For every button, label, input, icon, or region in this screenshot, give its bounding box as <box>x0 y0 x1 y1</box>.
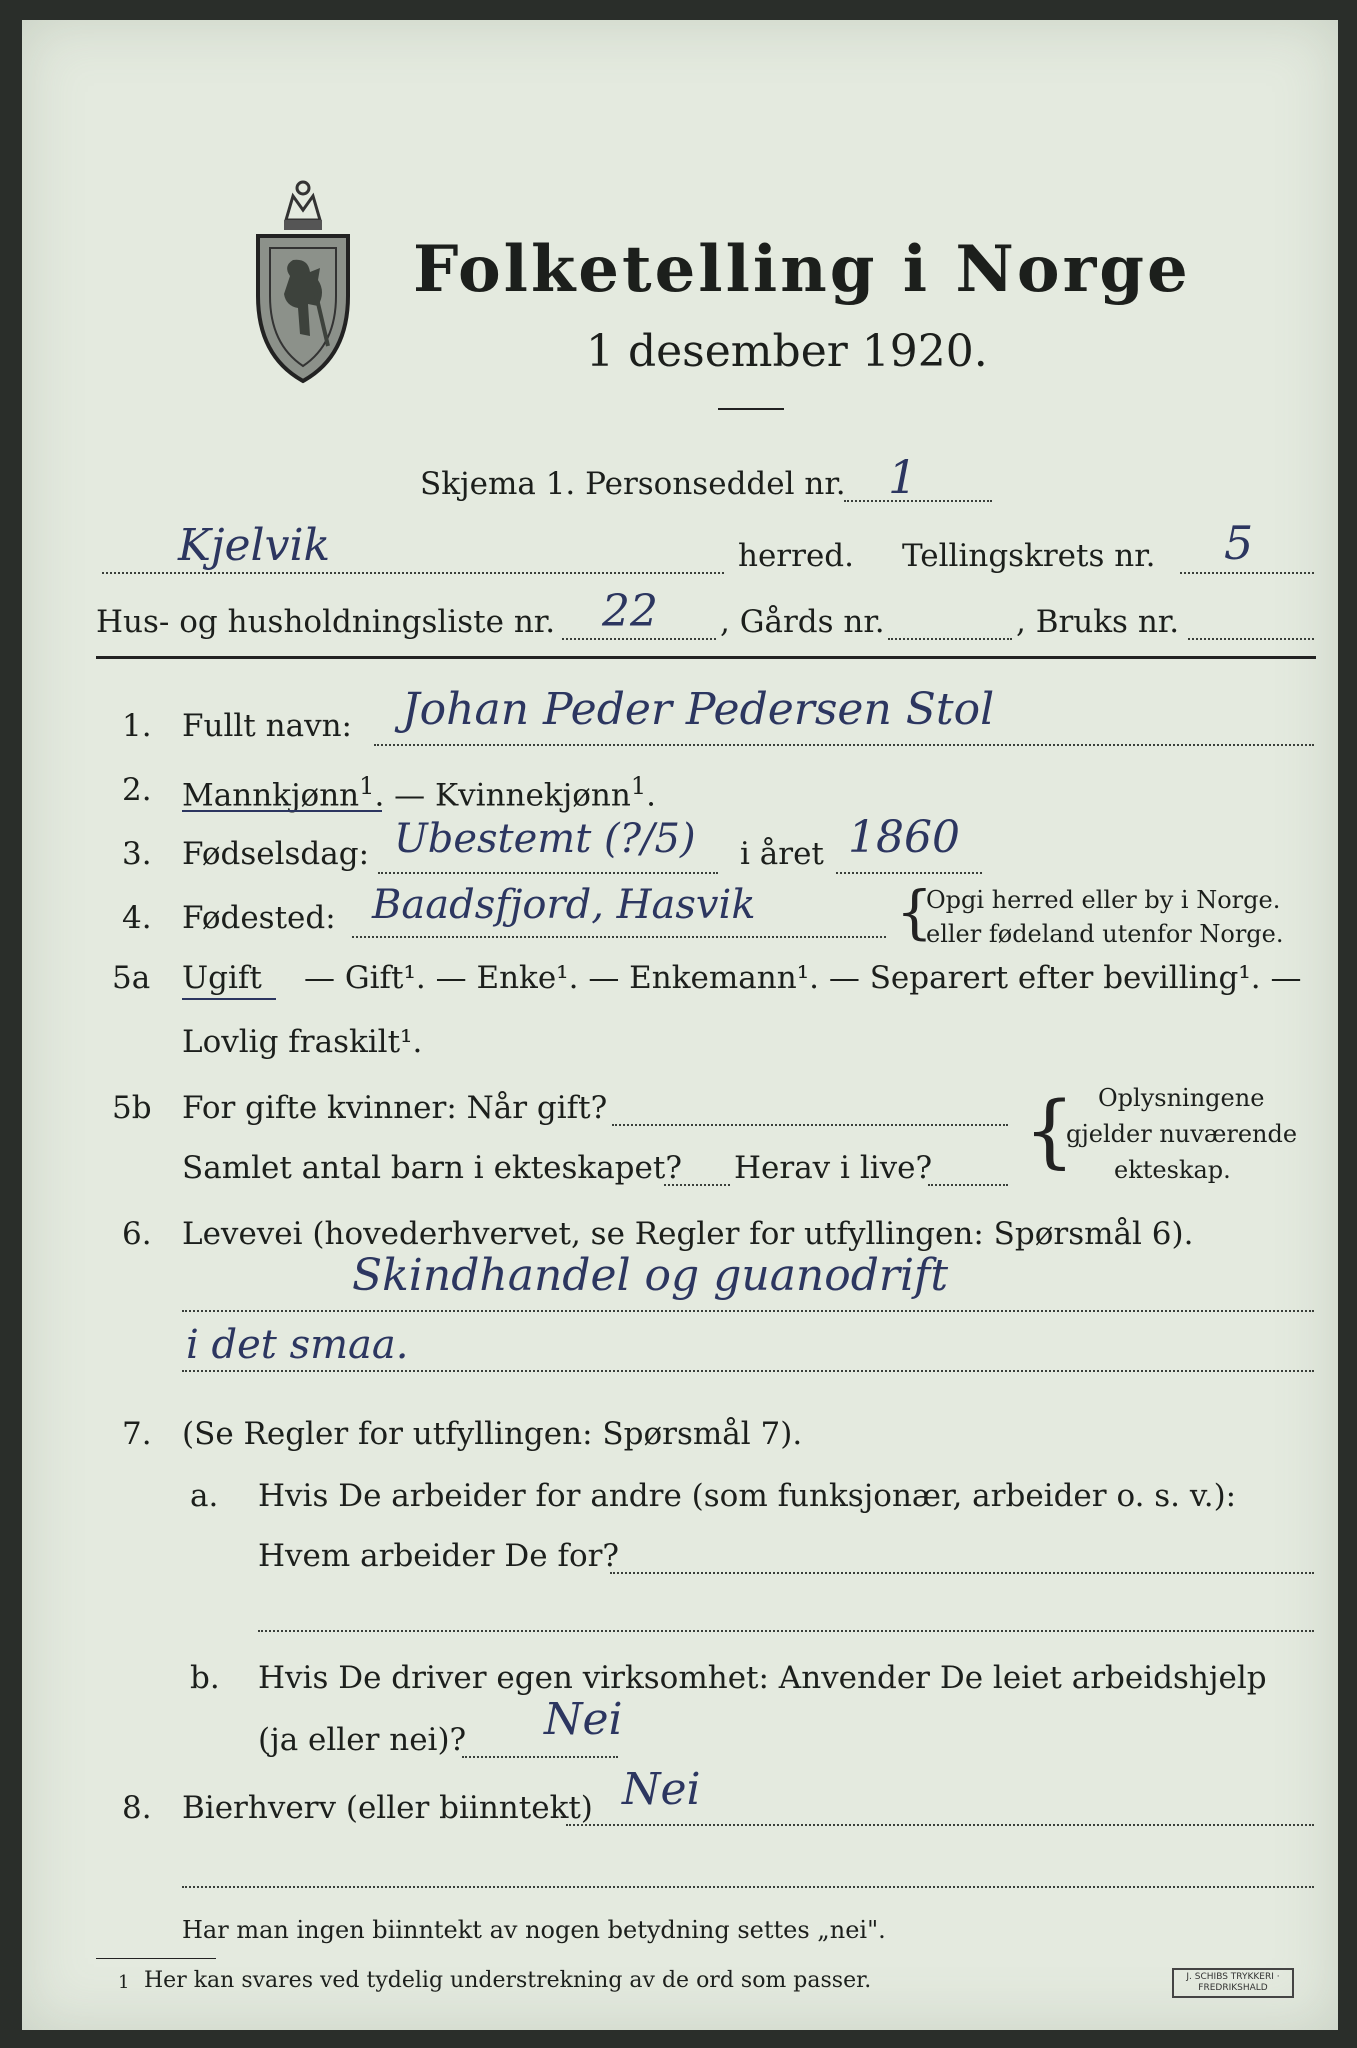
q7b-label-1: Hvis De driver egen virksomhet: Anvender De leiet arbeidshjelp <box>258 1660 1267 1696</box>
q8-label: Bierhverv (eller biinntekt) <box>182 1790 593 1826</box>
q8-line-1 <box>566 1824 1314 1826</box>
side-income-value[interactable]: Nei <box>622 1764 701 1815</box>
herred-label: herred. <box>738 538 854 574</box>
q1-line <box>374 744 1314 746</box>
q7a-number: a. <box>190 1478 219 1514</box>
q8-line-2 <box>182 1886 1314 1888</box>
q2-footnote-mark-2: 1 <box>630 772 647 800</box>
q1-number: 1. <box>122 708 152 744</box>
ugift-underline <box>182 998 276 1000</box>
mannkjonn-underline <box>182 810 382 812</box>
q5b-naar-gift-line <box>612 1124 1008 1126</box>
q5b-note-2: gjelder nuværende <box>1066 1120 1298 1148</box>
q4-note-2: eller fødeland utenfor Norge. <box>926 920 1284 948</box>
q3-line <box>378 872 718 874</box>
q2-separator: . — Kvinnekjønn <box>374 777 631 814</box>
norway-coat-of-arms-icon <box>248 176 358 384</box>
mannkjonn-option[interactable]: Mannkjønn <box>182 777 360 814</box>
tellingskrets-value[interactable]: 5 <box>1224 516 1254 570</box>
gards-label: , Gårds nr. <box>720 604 885 640</box>
q7a-label-1: Hvis De arbeider for andre (som funksjonær, arbeider o. s. v.): <box>258 1478 1237 1514</box>
hus-nr-value[interactable]: 22 <box>602 586 658 637</box>
footnote-number: 1 <box>118 1972 130 1993</box>
printer-stamp: J. SCHIBS TRYKKERI · FREDRIKSHALD <box>1172 1968 1294 1998</box>
gards-nr-line <box>888 638 1012 640</box>
q4-label: Fødested: <box>182 900 336 936</box>
q5b-live-line <box>928 1184 1008 1186</box>
q7b-number: b. <box>190 1660 220 1696</box>
hus-nr-line <box>562 638 716 640</box>
q5b-note-1: Oplysningene <box>1098 1084 1265 1112</box>
q6-label: Levevei (hovederhvervet, se Regler for utfyllingen: Spørsmål 6). <box>182 1216 1194 1252</box>
q5a-number: 5a <box>112 960 151 996</box>
q7-number: 7. <box>122 1416 152 1452</box>
q1-label: Fullt navn: <box>182 708 352 744</box>
employs-help-value[interactable]: Nei <box>544 1694 623 1745</box>
q5b-note-3: ekteskap. <box>1114 1156 1231 1184</box>
census-date: 1 desember 1920. <box>586 326 988 377</box>
full-name-value[interactable]: Johan Peder Pedersen Stol <box>402 684 995 735</box>
q7-label: (Se Regler for utfyllingen: Spørsmål 7). <box>182 1416 803 1452</box>
bruks-label: , Bruks nr. <box>1016 604 1180 640</box>
q5b-label-2: Samlet antal barn i ekteskapet? <box>182 1150 682 1186</box>
q7a-line-1 <box>610 1572 1314 1574</box>
q7b-label-2: (ja eller nei)? <box>258 1722 467 1758</box>
birthday-value[interactable]: Ubestemt (?/5) <box>394 816 696 862</box>
q3-number: 3. <box>122 836 152 872</box>
q7a-line-2 <box>258 1630 1314 1632</box>
q6-line-1 <box>182 1310 1314 1312</box>
title-divider <box>718 408 784 410</box>
q5a-ugift-option[interactable]: Ugift <box>182 960 262 996</box>
hus-label: Hus- og husholdningsliste nr. <box>96 604 556 640</box>
tellingskrets-line <box>1180 572 1314 574</box>
q7b-line <box>462 1756 618 1758</box>
q5b-barn-line <box>664 1184 730 1186</box>
birthplace-value[interactable]: Baadsfjord, Hasvik <box>372 882 756 928</box>
header-separator <box>96 656 1316 659</box>
q7a-label-2: Hvem arbeider De for? <box>258 1538 620 1574</box>
footnote-divider <box>96 1958 216 1959</box>
personseddel-nr-value[interactable]: 1 <box>888 450 918 504</box>
tellingskrets-label: Tellingskrets nr. <box>902 538 1156 574</box>
q2-number: 2. <box>122 772 152 808</box>
occupation-value-2[interactable]: i det smaa. <box>186 1322 409 1368</box>
q5b-label-3: Herav i live? <box>734 1150 933 1186</box>
footnote-text: Her kan svares ved tydelig understrekning av de ord som passer. <box>144 1968 872 1993</box>
q5a-line2[interactable]: Lovlig fraskilt¹. <box>182 1024 423 1060</box>
q6-number: 6. <box>122 1216 152 1252</box>
q8-number: 8. <box>122 1790 152 1826</box>
q4-number: 4. <box>122 900 152 936</box>
herred-value[interactable]: Kjelvik <box>178 520 331 571</box>
q2-footnote-mark-1: 1 <box>359 772 375 800</box>
q5b-number: 5b <box>112 1090 152 1126</box>
q4-brace: { <box>896 878 933 946</box>
q4-line <box>352 936 886 938</box>
census-form-page <box>22 20 1338 2030</box>
q2-gender <box>182 772 656 813</box>
bruks-nr-line <box>1188 638 1314 640</box>
birth-year-value[interactable]: 1860 <box>848 812 960 863</box>
herred-line <box>102 572 724 574</box>
occupation-value-1[interactable]: Skindhandel og guanodrift <box>352 1250 948 1301</box>
q2-end: . <box>646 777 656 814</box>
q3-year-label: i året <box>740 836 824 872</box>
q5b-label-1: For gifte kvinner: Når gift? <box>182 1090 608 1126</box>
skjema-label: Skjema 1. Personseddel nr. <box>420 466 846 502</box>
q5a-options[interactable]: — Gift¹. — Enke¹. — Enkemann¹. — Separert efter bevilling¹. — <box>304 960 1302 996</box>
q4-note-1: Opgi herred eller by i Norge. <box>926 886 1281 914</box>
q3-year-line <box>836 872 982 874</box>
q6-line-2 <box>182 1370 1314 1372</box>
skjema-nr-line <box>844 500 992 502</box>
form-title: Folketelling i Norge <box>413 232 1191 307</box>
q5b-brace: { <box>1024 1084 1075 1177</box>
nei-instruction: Har man ingen biinntekt av nogen betydning settes „nei". <box>182 1916 886 1944</box>
q3-label: Fødselsdag: <box>182 836 370 872</box>
